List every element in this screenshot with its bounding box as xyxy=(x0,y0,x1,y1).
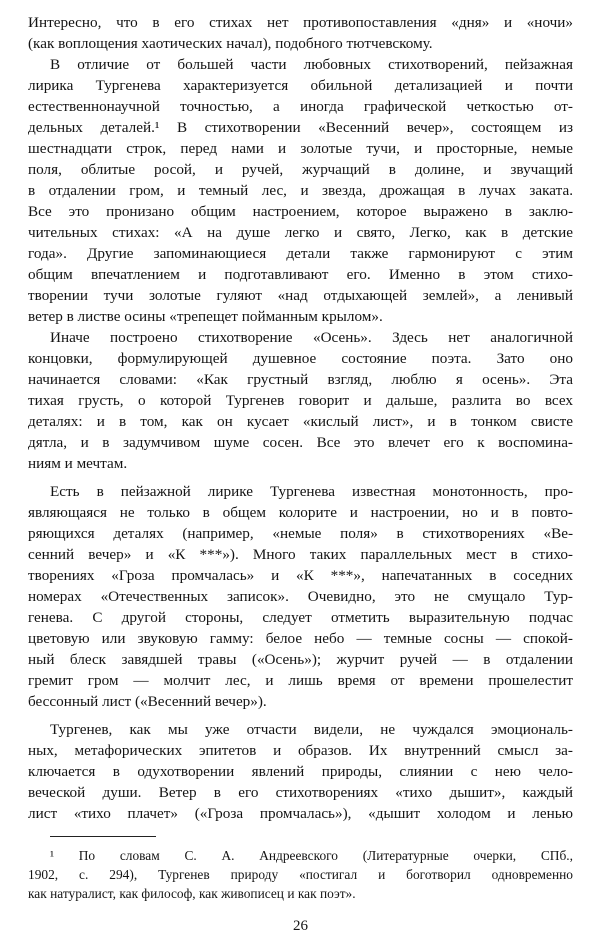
text-line: в отдалении гром, и темный лес, и звезда, дрожащая в лучах заката. xyxy=(28,182,573,199)
footnote-line: как натуралист, как философ, как живописец и как поэт». xyxy=(28,886,356,901)
text-line: начинается словами: «Как грустный взгляд, люблю я осень». Эта xyxy=(28,371,573,388)
text-line: гремит гром — молчит лес, и лишь время от времени прошелестит xyxy=(28,672,573,689)
text-line: Все это пронизано общим настроением, которое выражено в заклю- xyxy=(28,203,573,220)
text-line: шестнадцати строк, перед нами и золотые тучи, и просторные, немые xyxy=(28,140,573,157)
text-line: ниям и мечтам. xyxy=(28,455,128,472)
text-line: естественнонаучной точностью, а иногда графической четкостью от- xyxy=(28,98,573,115)
text-line: деталях: и в том, как он кусает «кислый лист», и в тонком свисте xyxy=(28,413,573,430)
text-line: являющаяся не только в общем колорите и настроении, но и в повто- xyxy=(28,504,573,521)
text-line: лист «тихо плачет» («Гроза промчалась»), «дышит холодом и ленью xyxy=(28,805,573,822)
paragraph-start: Тургенев, как мы уже отчасти видели, не чуждался эмоциональ- xyxy=(50,721,573,738)
text-line: сенний вечер» и «К ***»). Много таких параллельных мест в стихо- xyxy=(28,546,573,563)
text-line: ряющихся деталях (например, «немые поля» в стихотворениях «Ве- xyxy=(28,525,573,542)
paragraph-start: Иначе построено стихотворение «Осень». Здесь нет аналогичной xyxy=(50,329,573,346)
text-line: ключается в одухотворении явлений природы, слиянии с нею чело- xyxy=(28,763,573,780)
text-line: поля, облитые росой, и ручей, журчащий в долине, и звучащий xyxy=(28,161,573,178)
text-line: веческой души. Ветер в его стихотворениях «тихо дышит», каждый xyxy=(28,784,573,801)
text-line: лирика Тургенева характеризуется обильной детализацией и почти xyxy=(28,77,573,94)
footnote-line: 1902, с. 294), Тургенев природу «постигал и боготворил одновременно xyxy=(28,867,573,882)
text-line: творении тучи золотые гуляют «над отдыхающей землей», а ленивый xyxy=(28,287,573,304)
text-line: ных, метафорических эпитетов и образов. Их внутренний смысл за- xyxy=(28,742,573,759)
text-line: года». Другие запоминающиеся детали также гармонируют с этим xyxy=(28,245,573,262)
text-line: общим впечатлением и подготавливают его. Именно в этом стихо- xyxy=(28,266,573,283)
text-line: концовки, формулирующей душевное состояние поэта. Зато оно xyxy=(28,350,573,367)
text-line: ный блеск завядшей травы («Осень»); журчит ручей — в отдалении xyxy=(28,651,573,668)
paragraph-start: Есть в пейзажной лирике Тургенева известная монотонность, про- xyxy=(50,483,573,500)
text-line: номерах «Отечественных записок». Очевидно, это не смущало Тур- xyxy=(28,588,573,605)
text-line: цветовую или звуковую гамму: белое небо — темные сосны — спокой- xyxy=(28,630,573,647)
text-line: творениях «Гроза промчалась» и «К ***», напечатанных в соседних xyxy=(28,567,573,584)
footnote-line: ¹ По словам С. А. Андреевского (Литературные очерки, СПб., xyxy=(50,848,573,863)
paragraph-start: В отличие от большей части любовных стихотворений, пейзажная xyxy=(50,56,573,73)
text-line: генева. С другой стороны, следует отметить выразительную подчас xyxy=(28,609,573,626)
text-line: (как воплощения хаотических начал), подобного тютчевскому. xyxy=(28,35,433,52)
text-line: ветер в листве осины «трепещет пойманным крылом». xyxy=(28,308,383,325)
text-line: дельных деталей.¹ В стихотворении «Весенний вечер», состоящем из xyxy=(28,119,573,136)
footnote-rule xyxy=(50,836,156,837)
text-line: бессонный лист («Весенний вечер»). xyxy=(28,693,267,710)
text-line: Интересно, что в его стихах нет противопоставления «дня» и «ночи» xyxy=(28,14,573,31)
text-line: тихая грусть, о которой Тургенев говорит и дальше, разлита во всех xyxy=(28,392,573,409)
text-line: дятла, и в задумчивом шуме сосен. Все это влечет его к воспомина- xyxy=(28,434,573,451)
page-number: 26 xyxy=(293,918,308,934)
text-line: чительных стихах: «А на душе легко и свято, Легко, как в детские xyxy=(28,224,573,241)
